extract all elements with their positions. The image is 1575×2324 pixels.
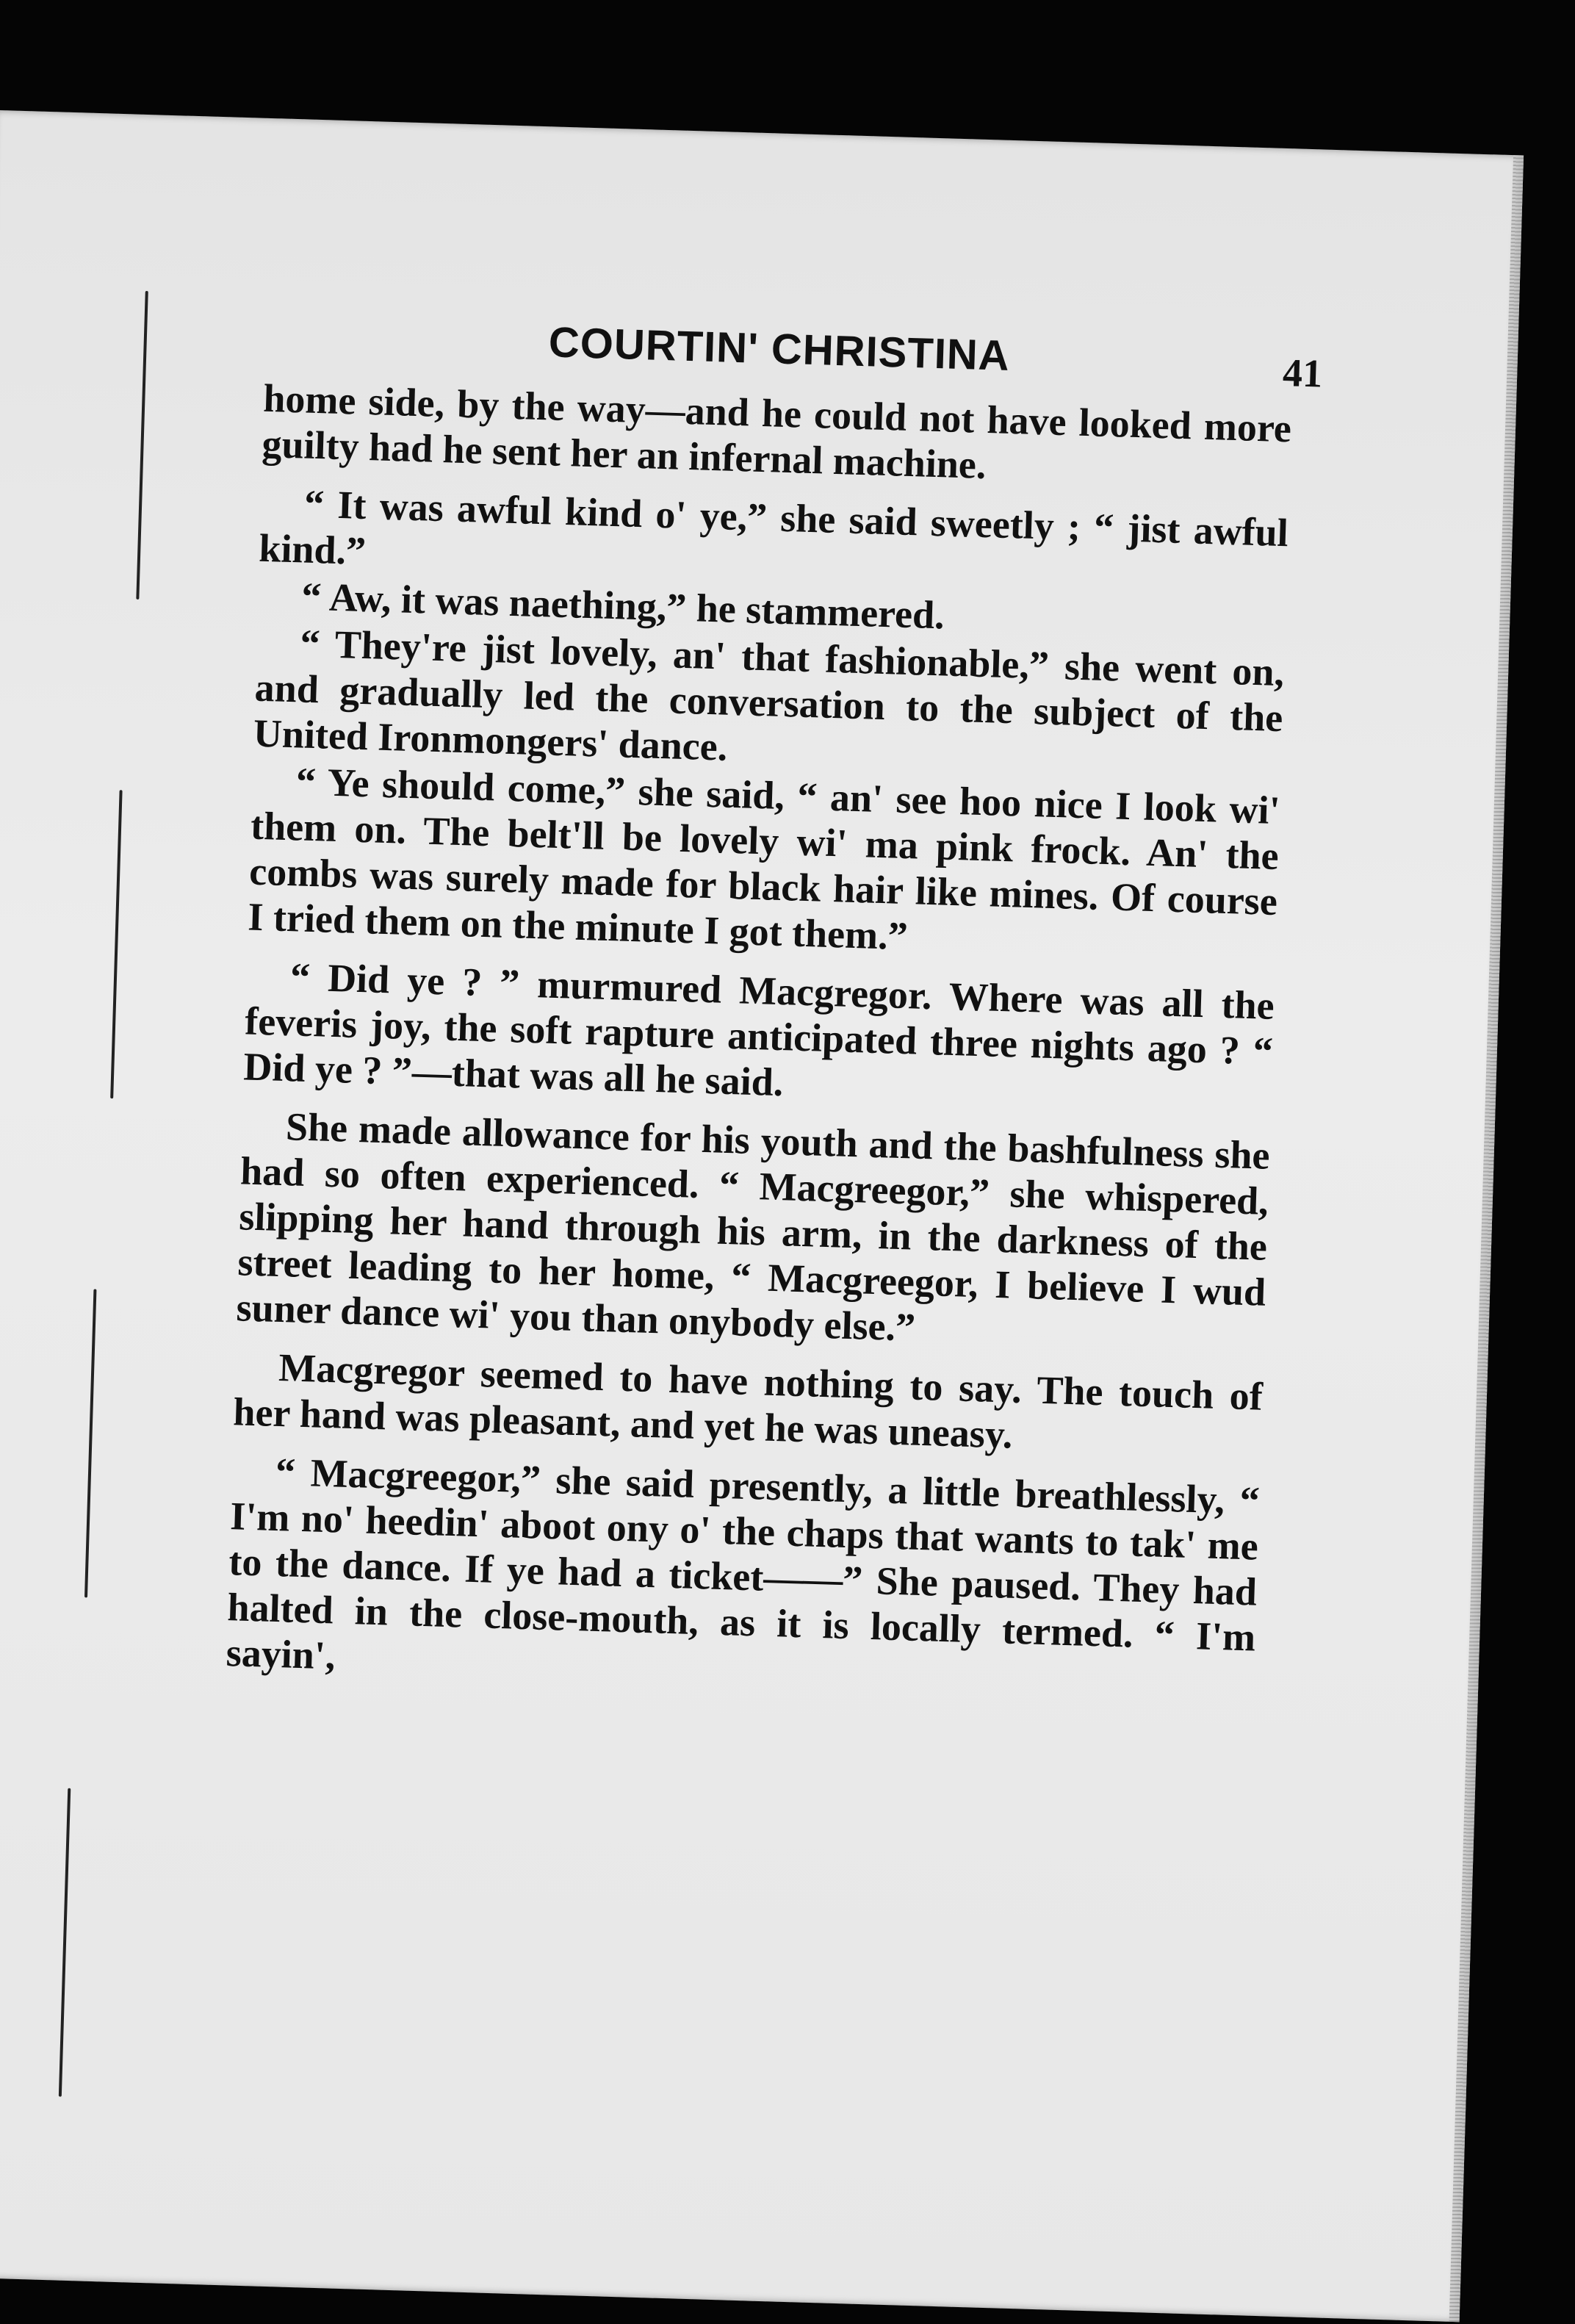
paragraph: “ Aw, it was naething,” he stammered. (300, 574, 945, 638)
margin-mark (84, 1289, 96, 1597)
page-number: 41 (1282, 350, 1324, 396)
paragraph: She made allowance for his youth and the bashfulness she had so often experienced. “ Macgreegor,” she whispered, slipping her hand through his arm, in the darkness of the street leading to her home, “ Macgreegor, I believe I wud suner dance wi' you than onybody else.” (235, 1104, 1271, 1350)
paragraph: “ Did ye ? ” murmured Macgregor. Where was all the feveris joy, the soft rapture anticipated three nights ago ? “ Did ye ? ”—that was all he said. (242, 954, 1275, 1105)
paragraph: home side, by the way—and he could not have looked more guilty had he sent her an infernal machine. (261, 375, 1292, 488)
text-block (225, 309, 1324, 1706)
paragraph: “ They're jist lovely, an' that fashionable,” she went on, and gradually led the conversation to the subject of the United Ironmongers' dance. (253, 621, 1285, 769)
book-page (0, 110, 1524, 2322)
margin-mark (110, 790, 122, 1098)
running-title: COURTIN' CHRISTINA (548, 318, 1011, 380)
margin-mark (59, 1788, 71, 2097)
paragraph: “ Macgreegor,” she said presently, a little breathlessly, “ I'm no' heedin' aboot ony o' the chaps that wants to tak' me to the dance. If ye had a ticket——” She paused. They had halted in the close-mouth, as it is locally termed. “ I'm sayin', (225, 1449, 1261, 1678)
paragraph: “ It was awful kind o' ye,” she said sweetly ; “ jist awful kind.” (258, 481, 1289, 574)
paragraph: Macgregor seemed to have nothing to say. The touch of her hand was pleasant, and yet he was uneasy. (232, 1345, 1264, 1457)
margin-mark (136, 291, 148, 600)
paragraph: “ Ye should come,” she said, “ an' see hoo nice I look wi' them on. The belt'll be lovely wi' ma pink frock. An' the combs was surely made for black hair like mines. Of course I tried them on the minute I got them.” (247, 759, 1281, 959)
